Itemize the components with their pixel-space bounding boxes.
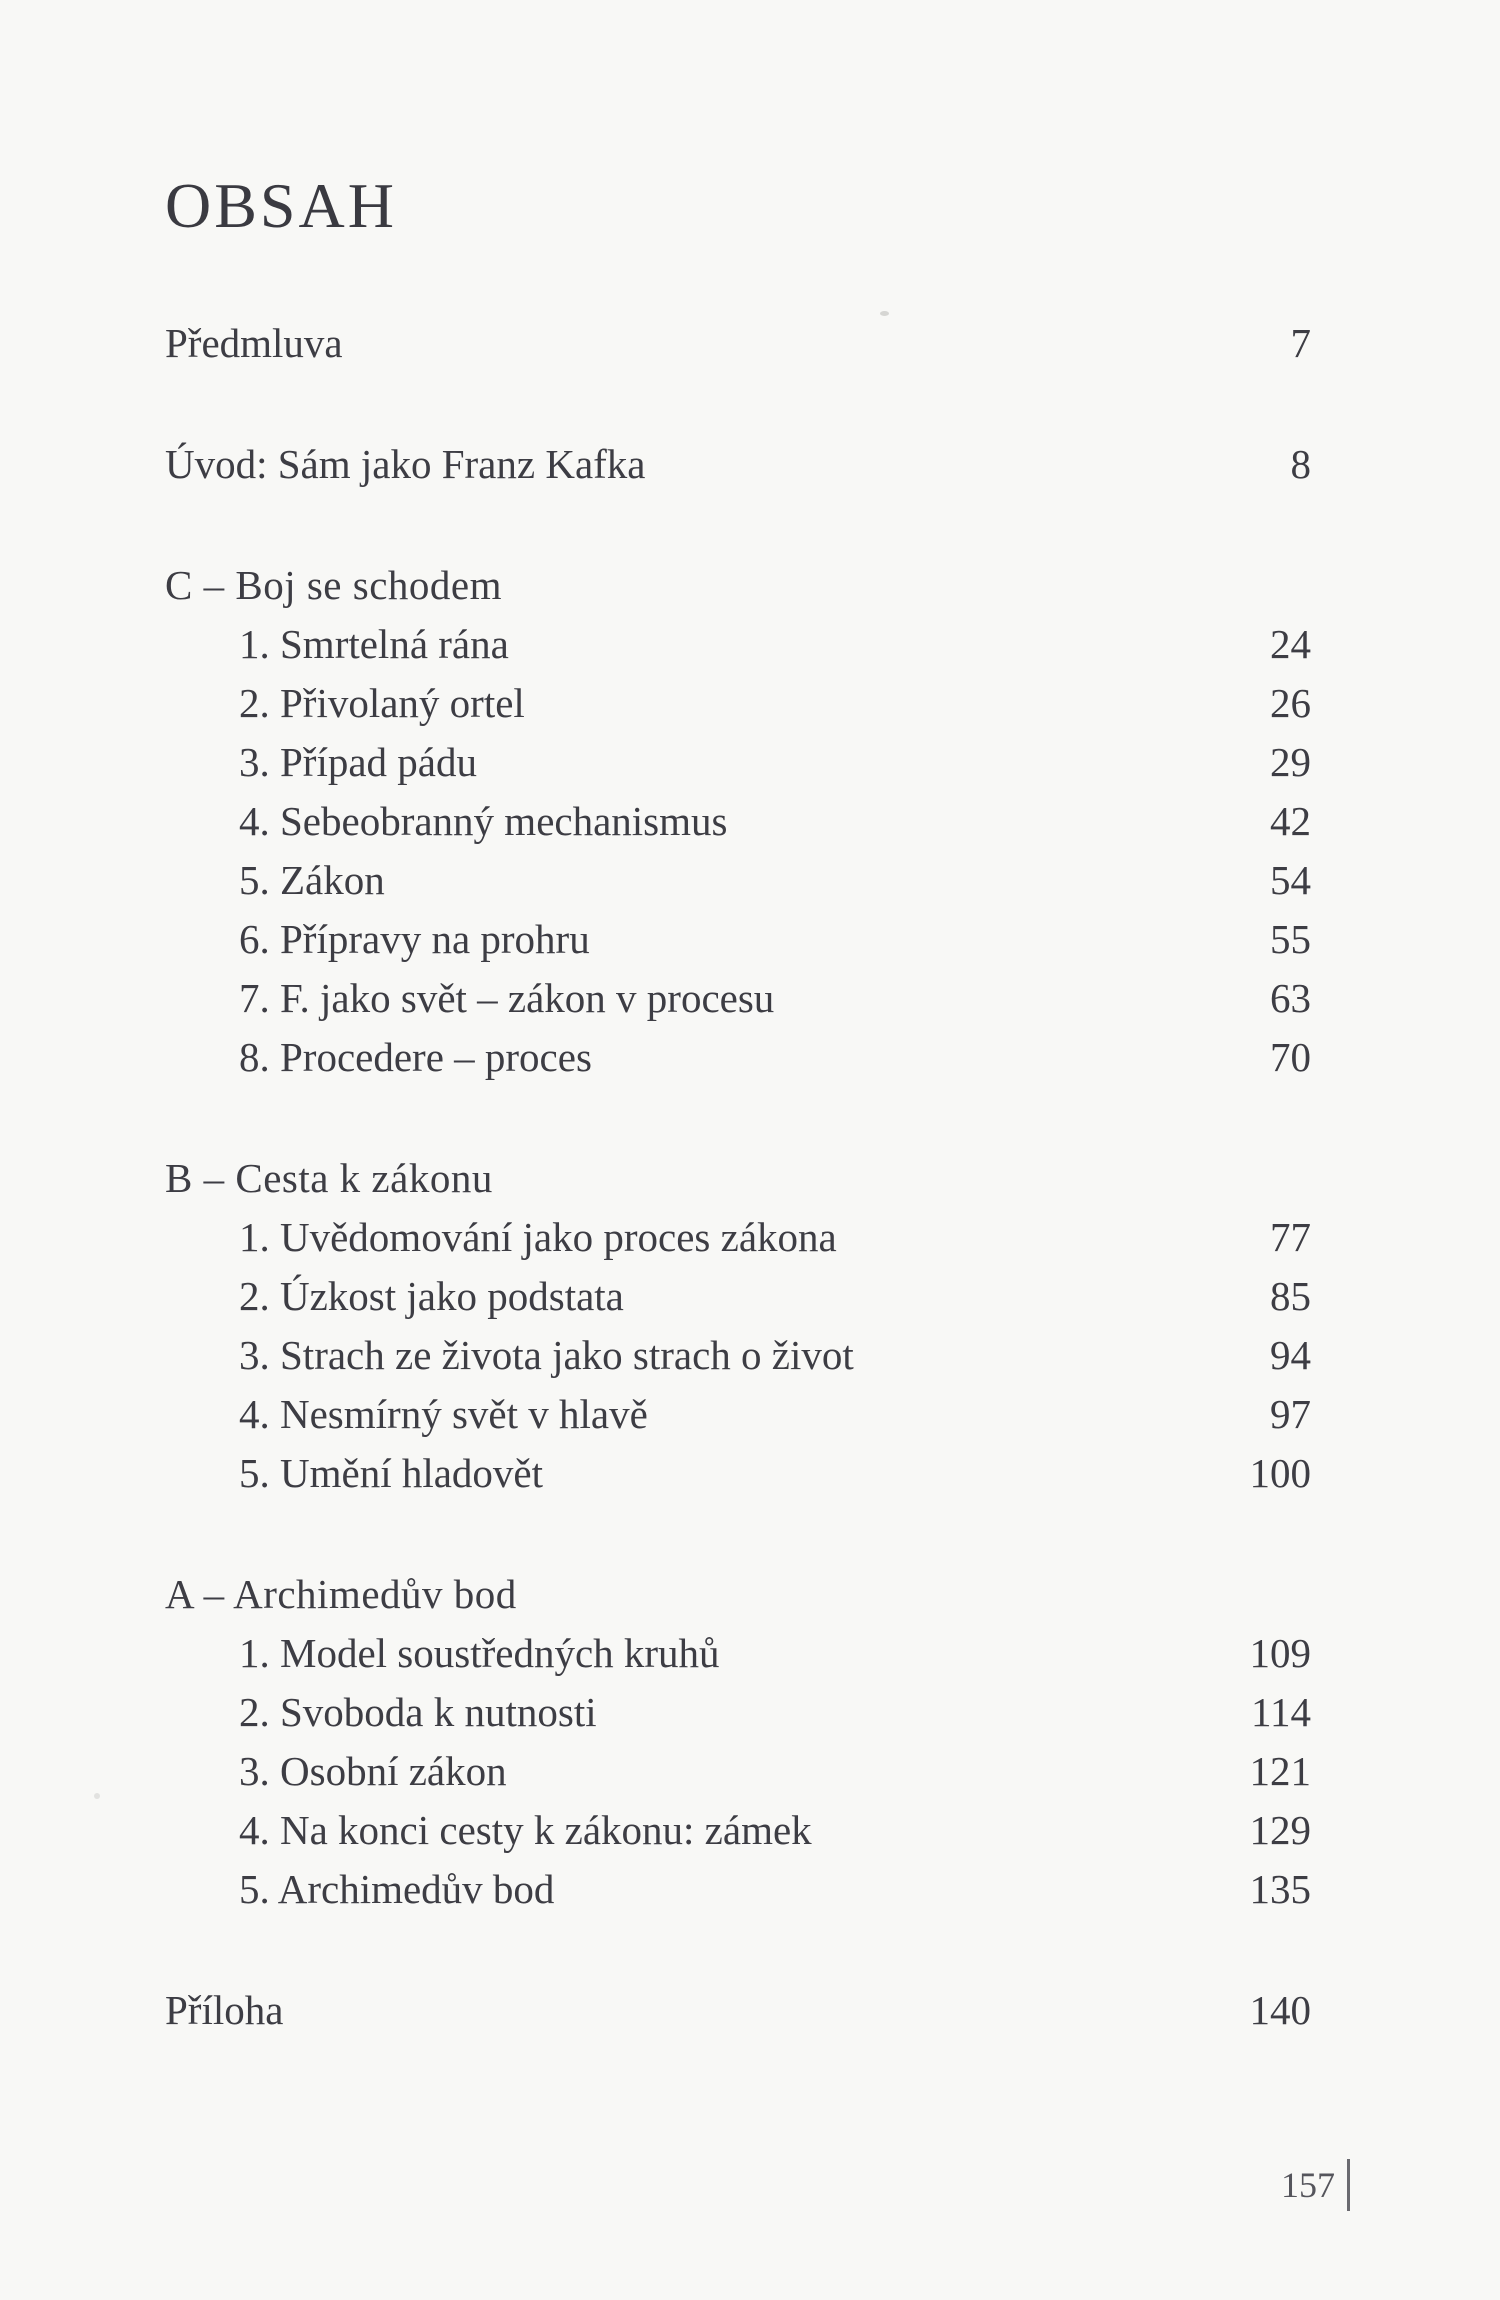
toc-item-page: 77 [1270, 1214, 1311, 1260]
toc-item-label: 5. Archimedův bod [239, 1866, 555, 1912]
toc-item-page: 97 [1270, 1391, 1311, 1437]
toc-item [165, 1860, 1311, 1919]
page-footer [1281, 2145, 1350, 2206]
toc-item-page: 135 [1249, 1866, 1311, 1912]
toc-entry-uvod [165, 435, 1311, 494]
toc-section-heading-a [165, 1565, 1311, 1624]
toc-item [165, 969, 1311, 1028]
toc-item [165, 1444, 1311, 1503]
toc-entry-predmluva [165, 314, 1311, 373]
toc-entry-label: Předmluva [165, 320, 343, 366]
toc-item-label: 2. Úzkost jako podstata [239, 1273, 624, 1319]
toc-item-page: 129 [1249, 1807, 1311, 1853]
toc-item [165, 1683, 1311, 1742]
toc-item [165, 1267, 1311, 1326]
toc-section-heading-b [165, 1149, 1311, 1208]
toc-item-label: 2. Svoboda k nutnosti [239, 1689, 597, 1735]
toc-item-label: 6. Přípravy na prohru [239, 916, 590, 962]
toc-item-page: 94 [1270, 1332, 1311, 1378]
toc-item-page: 121 [1249, 1748, 1311, 1794]
toc-item-page: 55 [1270, 916, 1311, 962]
toc-section-heading-c [165, 556, 1311, 615]
toc-item-page: 114 [1251, 1689, 1311, 1735]
toc-item-label: 1. Uvědomování jako proces zákona [239, 1214, 837, 1260]
toc-item-label: 3. Strach ze života jako strach o život [239, 1332, 854, 1378]
toc-item-label: 8. Procedere – proces [239, 1034, 592, 1080]
toc-item-label: 1. Smrtelná rána [239, 621, 509, 667]
scan-artifact-dot [94, 1793, 100, 1799]
toc-item-page: 42 [1270, 798, 1311, 844]
toc-item [165, 1326, 1311, 1385]
toc-item-label: 2. Přivolaný ortel [239, 680, 525, 726]
toc-item-label: 1. Model soustředných kruhů [239, 1630, 720, 1676]
toc-item-page: 29 [1270, 739, 1311, 785]
toc-item [165, 851, 1311, 910]
toc-item [165, 1742, 1311, 1801]
toc-item-page: 109 [1249, 1630, 1311, 1676]
toc-item-page: 54 [1270, 857, 1311, 903]
toc-entry-page: 140 [1249, 1987, 1311, 2033]
toc-section-heading-label: A – Archimedův bod [165, 1571, 517, 1617]
toc-content [165, 0, 1311, 2040]
toc-item [165, 1028, 1311, 1087]
toc-item-label: 7. F. jako svět – zákon v procesu [239, 975, 775, 1021]
toc-item [165, 1624, 1311, 1683]
toc-item-label: 5. Umění hladovět [239, 1450, 544, 1496]
toc-item-page: 85 [1270, 1273, 1311, 1319]
toc-item [165, 1208, 1311, 1267]
footer-page-number: 157 [1281, 2165, 1335, 2205]
page-title: OBSAH [165, 170, 397, 241]
toc-entry-priloha [165, 1981, 1311, 2040]
toc-item-label: 4. Nesmírný svět v hlavě [239, 1391, 648, 1437]
toc-section-heading-label: C – Boj se schodem [165, 562, 502, 608]
scan-artifact-dot [880, 311, 889, 316]
toc-entry-page: 7 [1290, 320, 1311, 366]
toc-item-label: 4. Sebeobranný mechanismus [239, 798, 728, 844]
toc-section-heading-label: B – Cesta k zákonu [165, 1155, 493, 1201]
toc-item-label: 4. Na konci cesty k zákonu: zámek [239, 1807, 812, 1853]
toc-item [165, 733, 1311, 792]
toc-item-page: 24 [1270, 621, 1311, 667]
toc-item-label: 3. Případ pádu [239, 739, 477, 785]
footer-divider-bar [1347, 2159, 1350, 2211]
toc-item-page: 26 [1270, 680, 1311, 726]
toc-item-label: 5. Zákon [239, 857, 385, 903]
toc-item [165, 615, 1311, 674]
toc-item [165, 1801, 1311, 1860]
toc-item [165, 1385, 1311, 1444]
toc-entry-page: 8 [1290, 441, 1311, 487]
toc-item-page: 63 [1270, 975, 1311, 1021]
toc-item-page: 70 [1270, 1034, 1311, 1080]
toc-item-page: 100 [1249, 1450, 1311, 1496]
toc-entry-label: Příloha [165, 1987, 284, 2033]
toc-item [165, 674, 1311, 733]
toc-item [165, 792, 1311, 851]
toc-item-label: 3. Osobní zákon [239, 1748, 507, 1794]
toc-entry-label: Úvod: Sám jako Franz Kafka [165, 441, 646, 487]
toc-item [165, 910, 1311, 969]
